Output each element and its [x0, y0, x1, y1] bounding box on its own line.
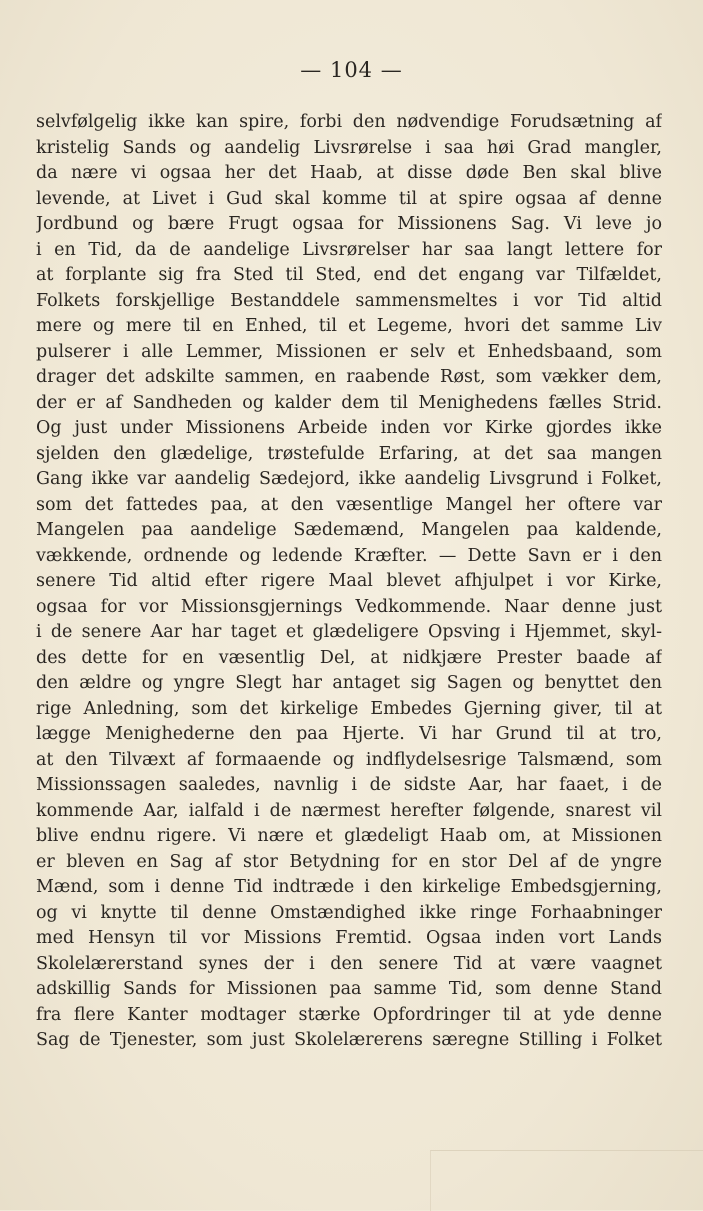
text-line: drager det adskilte sammen, en raabende Røst, som vækker dem,: [36, 367, 662, 387]
text-line: sjelden den glædelige, trøstefulde Erfaring, at det saa mangen: [36, 443, 662, 464]
text-line: blive endnu rigere. Vi nære et glædeligt Haab om, at Missionen: [36, 826, 662, 846]
text-line: Missionssagen saaledes, navnlig i de sidste Aar, har faaet, i de: [36, 775, 662, 795]
text-line: at forplante sig fra Sted til Sted, end det engang var Tilfældet,: [36, 265, 662, 285]
text-line: Folkets forskjellige Bestanddele sammensmeltes i vor Tid altid: [36, 290, 662, 311]
text-line: rige Anledning, som det kirkelige Embedes Gjerning giver, til at: [36, 698, 662, 719]
text-line: senere Tid altid efter rigere Maal blevet afhjulpet i vor Kirke,: [36, 571, 662, 591]
text-line: fra flere Kanter modtager stærke Opfordringer til at yde denne: [36, 1004, 662, 1025]
page-number: — 104 —: [300, 58, 403, 82]
text-line: lægge Menighederne den paa Hjerte. Vi har Grund til at tro,: [36, 724, 662, 744]
text-line: ogsaa for vor Missionsgjernings Vedkommende. Naar denne just: [36, 596, 662, 617]
text-line: des dette for en væsentlig Del, at nidkjære Prester baade af: [36, 647, 662, 668]
text-line: Og just under Missionens Arbeide inden vor Kirke gjordes ikke: [36, 418, 662, 438]
text-line: er bleven en Sag af stor Betydning for en stor Del af de yngre: [36, 851, 662, 872]
text-line: Sag de Tjenester, som just Skolelærerens særegne Stilling i Folket: [36, 1030, 662, 1050]
text-line: at den Tilvæxt af formaaende og indflydelsesrige Talsmænd, som: [36, 749, 662, 770]
text-line: kristelig Sands og aandelig Livsrørelse i saa høi Grad mangler,: [36, 137, 662, 158]
text-line: i en Tid, da de aandelige Livsrørelser har saa langt lettere for: [36, 239, 662, 260]
body-text: [36, 110, 662, 1054]
text-line: Jordbund og bære Frugt ogsaa for Missionens Sag. Vi leve jo: [36, 214, 662, 234]
text-line: med Hensyn til vor Missions Fremtid. Ogsaa inden vort Lands: [36, 928, 662, 948]
text-line: selvfølgelig ikke kan spire, forbi den nødvendige Forudsætning af: [36, 112, 662, 132]
text-line: Mænd, som i denne Tid indtræde i den kirkelige Embedsgjerning,: [36, 877, 662, 897]
text-line: den ældre og yngre Slegt har antaget sig Sagen og benyttet den: [36, 673, 662, 693]
page-fold-mark: [430, 1150, 703, 1211]
text-line: Gang ikke var aandelig Sædejord, ikke aandelig Livsgrund i Folket,: [36, 469, 662, 489]
text-line: pulserer i alle Lemmer, Missionen er selv et Enhedsbaand, som: [36, 341, 662, 362]
text-line: Mangelen paa aandelige Sædemænd, Mangelen paa kaldende,: [36, 520, 662, 540]
text-line: og vi knytte til denne Omstændighed ikke ringe Forhaabninger: [36, 902, 662, 923]
text-line: vækkende, ordnende og ledende Kræfter. — Dette Savn er i den: [36, 545, 662, 566]
text-line: i de senere Aar har taget et glædeligere Opsving i Hjemmet, skyl-: [36, 622, 662, 642]
text-line: da nære vi ogsaa her det Haab, at disse døde Ben skal blive: [36, 163, 662, 183]
text-line: adskillig Sands for Missionen paa samme Tid, som denne Stand: [36, 979, 662, 999]
text-line: mere og mere til en Enhed, til et Legeme, hvori det samme Liv: [36, 316, 662, 336]
text-line: levende, at Livet i Gud skal komme til at spire ogsaa af denne: [36, 188, 662, 209]
text-line: Skolelærerstand synes der i den senere Tid at være vaagnet: [36, 953, 662, 974]
text-line: kommende Aar, ialfald i de nærmest herefter følgende, snarest vil: [36, 800, 662, 821]
text-line: der er af Sandheden og kalder dem til Menighedens fælles Strid.: [36, 392, 662, 413]
text-line: som det fattedes paa, at den væsentlige Mangel her oftere var: [36, 494, 662, 515]
